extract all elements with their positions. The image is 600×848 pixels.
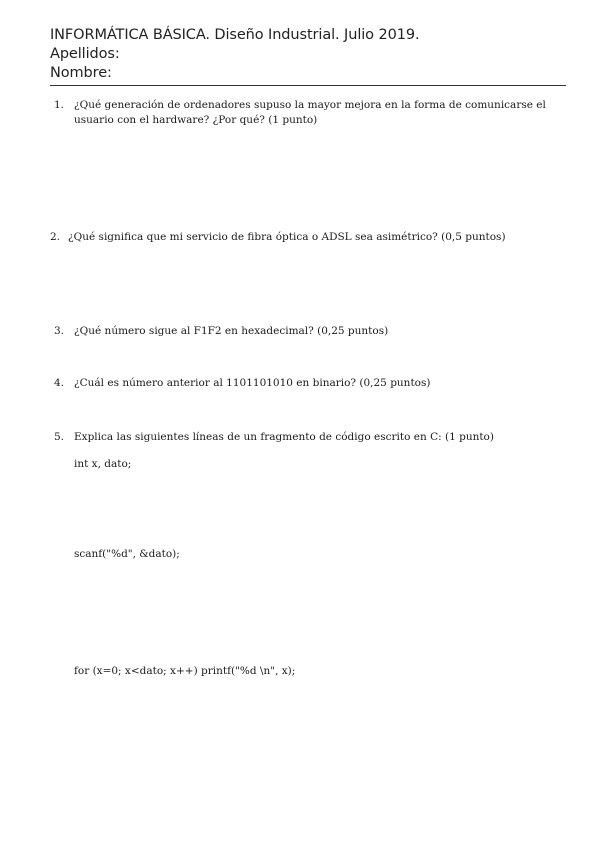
code-line-scanf: scanf("%d", &dato); (74, 548, 180, 560)
name-label: Nombre: (50, 65, 112, 81)
question-5 (54, 430, 554, 446)
question-number: 2. (50, 231, 61, 243)
surname-label: Apellidos: (50, 46, 120, 62)
question-1 (54, 98, 554, 130)
exam-header (50, 26, 566, 86)
question-number: 4. (54, 377, 65, 389)
question-text: ¿Cuál es número anterior al 1101101010 en binario? (0,25 puntos) (74, 377, 431, 389)
question-text: ¿Qué generación de ordenadores supuso la mayor mejora en la forma de comunicarse el usuario con el hardware? ¿Por qué? (1 punto) (74, 99, 546, 126)
question-number: 3. (54, 325, 65, 337)
header-divider (50, 85, 566, 86)
exam-title: INFORMÁTICA BÁSICA. Diseño Industrial. Julio 2019. (50, 27, 420, 43)
question-text: Explica las siguientes líneas de un fragmento de código escrito en C: (1 punto) (74, 431, 494, 443)
question-text: ¿Qué significa que mi servicio de fibra óptica o ADSL sea asimétrico? (0,5 puntos) (68, 231, 506, 243)
code-line-declaration: int x, dato; (74, 458, 132, 470)
question-4 (54, 376, 554, 392)
question-number: 1. (54, 99, 65, 111)
question-number: 5. (54, 431, 65, 443)
question-2 (50, 230, 560, 246)
code-line-for-loop: for (x=0; x<dato; x++) printf("%d \n", x); (74, 665, 296, 677)
question-3 (54, 324, 554, 340)
question-text: ¿Qué número sigue al F1F2 en hexadecimal? (0,25 puntos) (74, 325, 389, 337)
